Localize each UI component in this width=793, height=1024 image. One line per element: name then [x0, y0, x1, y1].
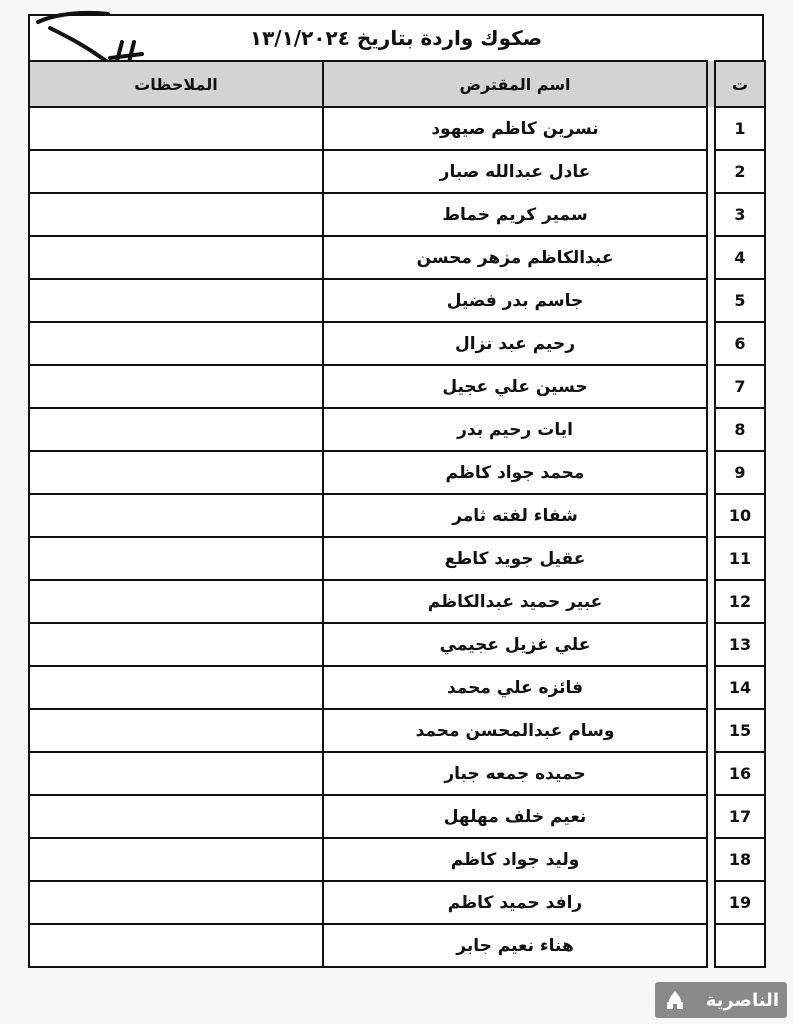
column-gap	[707, 236, 715, 279]
watermark-text: الناصرية	[705, 989, 779, 1011]
table-row	[29, 838, 765, 881]
table-row	[29, 623, 765, 666]
column-gap	[707, 365, 715, 408]
borrower-name: فائزه علي محمد	[323, 666, 707, 709]
header-borrower-name: اسم المقترض	[323, 61, 707, 107]
row-number: 12	[715, 580, 765, 623]
table-row	[29, 494, 765, 537]
row-number: 16	[715, 752, 765, 795]
header-notes: الملاحظات	[29, 61, 323, 107]
row-number: 8	[715, 408, 765, 451]
table-row	[29, 709, 765, 752]
column-gap	[707, 752, 715, 795]
row-number: 6	[715, 322, 765, 365]
column-gap	[707, 150, 715, 193]
borrower-name: رافد حميد كاظم	[323, 881, 707, 924]
table-row	[29, 365, 765, 408]
row-number: 11	[715, 537, 765, 580]
row-number: 13	[715, 623, 765, 666]
notes-cell	[29, 494, 323, 537]
notes-cell	[29, 408, 323, 451]
table-header-row	[29, 61, 765, 107]
borrower-name: وسام عبدالمحسن محمد	[323, 709, 707, 752]
borrower-name: علي غزيل عجيمي	[323, 623, 707, 666]
notes-cell	[29, 107, 323, 150]
borrower-name: عبير حميد عبدالكاظم	[323, 580, 707, 623]
page-title: صكوك واردة بتاريخ ١٣/١/٢٠٢٤	[249, 26, 543, 50]
notes-cell	[29, 279, 323, 322]
table-row	[29, 408, 765, 451]
column-gap	[707, 795, 715, 838]
notes-cell	[29, 709, 323, 752]
notes-cell	[29, 537, 323, 580]
borrower-name: حسين علي عجيل	[323, 365, 707, 408]
notes-cell	[29, 193, 323, 236]
row-number: 7	[715, 365, 765, 408]
table-row	[29, 193, 765, 236]
table-row	[29, 881, 765, 924]
notes-cell	[29, 838, 323, 881]
column-gap	[707, 107, 715, 150]
row-number: 1	[715, 107, 765, 150]
table-row	[29, 795, 765, 838]
borrower-name: حميده جمعه جبار	[323, 752, 707, 795]
borrower-name: محمد جواد كاظم	[323, 451, 707, 494]
row-number	[715, 924, 765, 967]
row-number: 10	[715, 494, 765, 537]
table-row	[29, 537, 765, 580]
borrower-name: عقيل جويد كاطع	[323, 537, 707, 580]
notes-cell	[29, 236, 323, 279]
table-body	[29, 107, 765, 967]
table-row	[29, 666, 765, 709]
row-number: 2	[715, 150, 765, 193]
row-number: 5	[715, 279, 765, 322]
row-number: 14	[715, 666, 765, 709]
row-number: 4	[715, 236, 765, 279]
notes-cell	[29, 881, 323, 924]
mosque-logo-icon	[663, 988, 687, 1012]
table-row	[29, 752, 765, 795]
column-gap	[707, 881, 715, 924]
column-gap	[707, 451, 715, 494]
borrower-name: نسرين كاظم صيهود	[323, 107, 707, 150]
notes-cell	[29, 365, 323, 408]
row-number: 9	[715, 451, 765, 494]
column-gap	[707, 408, 715, 451]
borrower-name: سمير كريم خماط	[323, 193, 707, 236]
column-gap	[707, 666, 715, 709]
column-gap	[707, 537, 715, 580]
title-box	[28, 14, 764, 62]
column-gap	[707, 924, 715, 967]
column-gap	[707, 580, 715, 623]
borrower-name: عبدالكاظم مزهر محسن	[323, 236, 707, 279]
table-row	[29, 150, 765, 193]
notes-cell	[29, 150, 323, 193]
row-number: 3	[715, 193, 765, 236]
header-number: ت	[715, 61, 765, 107]
notes-cell	[29, 623, 323, 666]
table-row	[29, 451, 765, 494]
table-row	[29, 107, 765, 150]
table-row	[29, 924, 765, 967]
row-number: 15	[715, 709, 765, 752]
table-row	[29, 580, 765, 623]
borrower-name: هناء نعيم جابر	[323, 924, 707, 967]
table-row	[29, 322, 765, 365]
borrowers-table	[28, 60, 766, 968]
column-gap	[707, 494, 715, 537]
row-number: 19	[715, 881, 765, 924]
column-gap	[707, 623, 715, 666]
table-row	[29, 279, 765, 322]
column-gap	[707, 61, 715, 107]
borrower-name: رحيم عبد نزال	[323, 322, 707, 365]
borrower-name: جاسم بدر فضيل	[323, 279, 707, 322]
borrower-name: شفاء لفته ثامر	[323, 494, 707, 537]
column-gap	[707, 838, 715, 881]
site-watermark	[655, 982, 787, 1018]
column-gap	[707, 279, 715, 322]
borrower-name: نعيم خلف مهلهل	[323, 795, 707, 838]
column-gap	[707, 193, 715, 236]
notes-cell	[29, 924, 323, 967]
document-page	[28, 14, 764, 1024]
notes-cell	[29, 666, 323, 709]
row-number: 18	[715, 838, 765, 881]
row-number: 17	[715, 795, 765, 838]
notes-cell	[29, 451, 323, 494]
notes-cell	[29, 322, 323, 365]
notes-cell	[29, 752, 323, 795]
table-row	[29, 236, 765, 279]
column-gap	[707, 322, 715, 365]
borrower-name: وليد جواد كاظم	[323, 838, 707, 881]
borrower-name: عادل عبدالله صبار	[323, 150, 707, 193]
column-gap	[707, 709, 715, 752]
notes-cell	[29, 795, 323, 838]
borrower-name: ايات رحيم بدر	[323, 408, 707, 451]
notes-cell	[29, 580, 323, 623]
